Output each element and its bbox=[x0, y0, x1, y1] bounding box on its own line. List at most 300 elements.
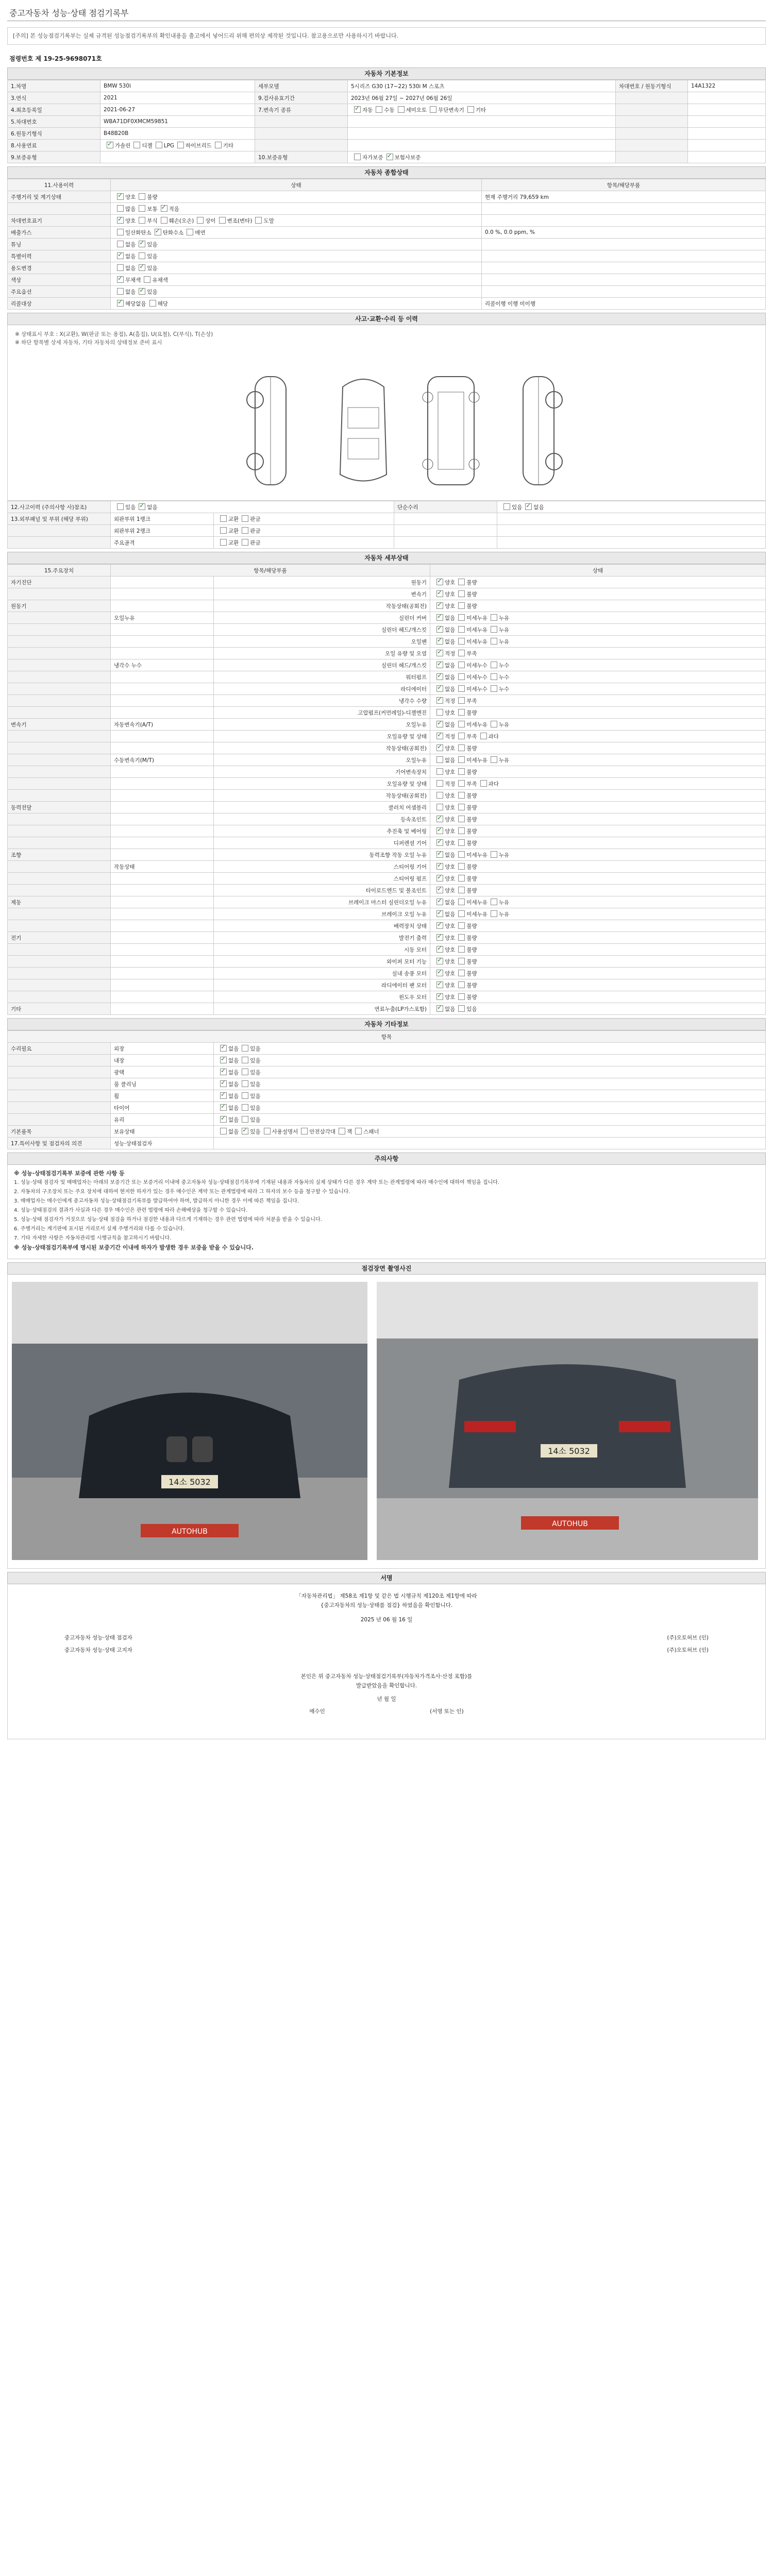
detail-row bbox=[8, 778, 766, 790]
checkbox[interactable] bbox=[436, 685, 443, 692]
front-plate: 14소 5032 bbox=[169, 1477, 211, 1487]
item-label: 라디에이터 bbox=[214, 683, 430, 695]
group-label bbox=[8, 1066, 111, 1078]
checkbox[interactable] bbox=[242, 1092, 248, 1099]
checkbox[interactable] bbox=[155, 229, 161, 235]
checkbox-label: 누유 bbox=[498, 615, 510, 621]
checkbox-label: 불량 bbox=[147, 194, 158, 200]
sub-label bbox=[111, 707, 214, 719]
inspector-label: 중고자동차 성능·상태 점검자 bbox=[64, 1635, 132, 1641]
checkbox-label: 없음 bbox=[445, 721, 456, 728]
checkbox[interactable] bbox=[220, 1080, 227, 1087]
checkbox[interactable] bbox=[117, 503, 124, 510]
checkbox[interactable] bbox=[220, 1128, 227, 1134]
checkbox[interactable] bbox=[436, 970, 443, 976]
checkbox-label: 불량 bbox=[466, 863, 477, 870]
checkbox-label: 미세누유 bbox=[466, 757, 488, 764]
checkbox[interactable] bbox=[491, 685, 497, 692]
checkbox[interactable] bbox=[436, 934, 443, 941]
checkbox-label: 부족 bbox=[466, 733, 477, 740]
basic-row bbox=[8, 104, 766, 116]
field-value bbox=[688, 104, 766, 116]
general-row bbox=[8, 203, 766, 215]
item-label: 유리 bbox=[111, 1114, 214, 1126]
checkbox[interactable] bbox=[117, 217, 124, 224]
checkbox[interactable] bbox=[436, 744, 443, 751]
other-row bbox=[8, 1126, 766, 1138]
general-row bbox=[8, 298, 766, 310]
checkbox[interactable] bbox=[354, 154, 361, 160]
checkbox-label: 미세누유 bbox=[466, 852, 488, 858]
checkbox[interactable] bbox=[458, 1005, 465, 1012]
checkbox-label: 없음 bbox=[445, 662, 456, 669]
checkbox[interactable] bbox=[436, 721, 443, 727]
checkbox[interactable] bbox=[491, 899, 497, 905]
checkbox[interactable] bbox=[398, 106, 405, 113]
notice: [주의] 본 성능점검기록부는 실제 규격된 성능점검기록부의 확인내용을 출고에서 넣어드리 위해 편의상 제작된 것입니다. 참고용으로만 사용하시기 바랍니다. bbox=[7, 27, 766, 45]
checkbox[interactable] bbox=[436, 958, 443, 964]
column-header: 상태 bbox=[430, 565, 766, 577]
item-options bbox=[430, 932, 766, 944]
checkbox[interactable] bbox=[139, 217, 145, 224]
checkbox[interactable] bbox=[458, 804, 465, 810]
row-options bbox=[111, 250, 482, 262]
checkbox[interactable] bbox=[376, 106, 382, 113]
checkbox[interactable] bbox=[458, 709, 465, 716]
checkbox[interactable] bbox=[354, 106, 361, 113]
checkbox[interactable] bbox=[467, 106, 474, 113]
checkbox[interactable] bbox=[220, 1069, 227, 1075]
sub-label bbox=[111, 944, 214, 956]
field-value: 14A1322 bbox=[688, 80, 766, 92]
sub-label bbox=[111, 991, 214, 1003]
row-label: 튜닝 bbox=[8, 239, 111, 250]
front-banner: AUTOHUB bbox=[172, 1528, 208, 1536]
checkbox[interactable] bbox=[491, 910, 497, 917]
checkbox-label: 양호 bbox=[125, 194, 136, 200]
checkbox[interactable] bbox=[525, 503, 532, 510]
opinion-label: 17.특이사항 및 점검자의 의견 bbox=[8, 1138, 111, 1149]
row-options bbox=[111, 203, 482, 215]
checkbox[interactable] bbox=[220, 1045, 227, 1052]
checkbox[interactable] bbox=[458, 970, 465, 976]
basic-row bbox=[8, 116, 766, 128]
item-options bbox=[430, 802, 766, 814]
checkbox[interactable] bbox=[458, 816, 465, 822]
checkbox[interactable] bbox=[133, 142, 140, 148]
checkbox[interactable] bbox=[436, 875, 443, 882]
group-label bbox=[8, 683, 111, 695]
row-options bbox=[111, 215, 482, 227]
checkbox[interactable] bbox=[458, 899, 465, 905]
car-diagram bbox=[7, 325, 766, 501]
checkbox[interactable] bbox=[436, 709, 443, 716]
sub-label: 수동변속기(M/T) bbox=[111, 754, 214, 766]
checkbox-label: 양호 bbox=[445, 994, 456, 1001]
checkbox-label: 양호 bbox=[445, 863, 456, 870]
checkbox-label: 있음 bbox=[250, 1057, 261, 1064]
checkbox[interactable] bbox=[458, 768, 465, 775]
checkbox-label: 매연 bbox=[195, 229, 206, 236]
row-label: 13.외부패널 및 부위 (해당 부위) bbox=[8, 513, 111, 525]
checkbox[interactable] bbox=[458, 744, 465, 751]
checkbox[interactable] bbox=[139, 264, 145, 271]
sub-label bbox=[111, 885, 214, 896]
other-row bbox=[8, 1055, 766, 1066]
checkbox[interactable] bbox=[436, 733, 443, 739]
group-label bbox=[8, 731, 111, 742]
checkbox[interactable] bbox=[264, 1128, 271, 1134]
item-label: 스티어링 기어 bbox=[214, 861, 430, 873]
item-options bbox=[214, 1078, 766, 1090]
checkbox-label: 가솔린 bbox=[115, 142, 131, 149]
checkbox[interactable] bbox=[220, 539, 227, 546]
checkbox[interactable] bbox=[242, 1128, 248, 1134]
row-options bbox=[111, 262, 482, 274]
item-label: 클러치 어셈블리 bbox=[214, 802, 430, 814]
checkbox[interactable] bbox=[242, 1116, 248, 1123]
row-options bbox=[214, 525, 394, 537]
caution-item: 5. 성능·상태 점검자가 거짓으로 성능·상태 점검을 하거나 점검한 내용과 다르게 기재하는 경우 관련 법령에 따라 처분을 받을 수 있습니다. bbox=[14, 1217, 322, 1223]
checkbox-label: 과다 bbox=[488, 733, 499, 740]
item-options bbox=[430, 1003, 766, 1015]
checkbox[interactable] bbox=[491, 756, 497, 763]
item-label: 오일 유량 및 오염 bbox=[214, 648, 430, 659]
checkbox[interactable] bbox=[458, 827, 465, 834]
checkbox[interactable] bbox=[436, 650, 443, 656]
cautions-footer: ※ 성능·상태점검기록부에 명시된 보증기간 이내에 하자가 발생한 경우 보증을 받을 수 있습니다. bbox=[14, 1244, 254, 1251]
checkbox[interactable] bbox=[491, 626, 497, 633]
checkbox[interactable] bbox=[458, 662, 465, 668]
item-label: 연료누출(LP가스포함) bbox=[214, 1003, 430, 1015]
sub-label bbox=[111, 968, 214, 979]
checkbox[interactable] bbox=[436, 910, 443, 917]
checkbox[interactable] bbox=[458, 780, 465, 787]
checkbox-label: 일산화탄소 bbox=[125, 229, 152, 236]
checkbox[interactable] bbox=[220, 1116, 227, 1123]
basic-table bbox=[7, 80, 766, 163]
checkbox[interactable] bbox=[339, 1128, 345, 1134]
checkbox[interactable] bbox=[255, 217, 262, 224]
checkbox[interactable] bbox=[436, 887, 443, 893]
checkbox[interactable] bbox=[139, 288, 145, 295]
checkbox-label: 해당없음 bbox=[125, 300, 146, 307]
checkbox[interactable] bbox=[197, 217, 204, 224]
checkbox[interactable] bbox=[458, 626, 465, 633]
checkbox[interactable] bbox=[156, 142, 162, 148]
detail-row bbox=[8, 719, 766, 731]
checkbox-label: 많음 bbox=[125, 206, 136, 212]
rear-plate: 14소 5032 bbox=[548, 1446, 590, 1456]
field-label: 3.연식 bbox=[8, 92, 100, 104]
caution-item: 2. 자동차의 구조장치 또는 주요 장치에 대하여 현저한 하자가 있는 경우 매수인은 계약 또는 관계법령에 따라 그 하자의 보수 등을 청구할 수 있습니다. bbox=[14, 1189, 350, 1195]
blank bbox=[497, 537, 766, 549]
checkbox[interactable] bbox=[436, 922, 443, 929]
checkbox[interactable] bbox=[436, 839, 443, 846]
checkbox[interactable] bbox=[220, 1092, 227, 1099]
checkbox[interactable] bbox=[458, 839, 465, 846]
checkbox[interactable] bbox=[436, 863, 443, 870]
checkbox[interactable] bbox=[117, 300, 124, 307]
checkbox[interactable] bbox=[491, 721, 497, 727]
checkbox[interactable] bbox=[355, 1128, 362, 1134]
field-label: 9.검사유효기간 bbox=[255, 92, 348, 104]
checkbox[interactable] bbox=[139, 241, 145, 247]
checkbox[interactable] bbox=[436, 638, 443, 645]
checkbox[interactable] bbox=[458, 697, 465, 704]
checkbox[interactable] bbox=[480, 733, 487, 739]
checkbox[interactable] bbox=[220, 527, 227, 534]
detail-row bbox=[8, 1003, 766, 1015]
item-label: 라디에이터 팬 모터 bbox=[214, 979, 430, 991]
checkbox-label: 불량 bbox=[466, 946, 477, 953]
checkbox-label: 누수 bbox=[498, 662, 510, 669]
checkbox-label: 불량 bbox=[466, 769, 477, 775]
section-other: 자동차 기타정보 bbox=[7, 1018, 766, 1030]
checkbox[interactable] bbox=[458, 910, 465, 917]
group-label bbox=[8, 1114, 111, 1126]
general-header bbox=[8, 179, 766, 191]
checkbox[interactable] bbox=[491, 638, 497, 645]
car-bottom-view-icon bbox=[415, 371, 487, 490]
checkbox-label: 불량 bbox=[466, 816, 477, 823]
item-label: 타이어 bbox=[111, 1102, 214, 1114]
checkbox[interactable] bbox=[139, 503, 145, 510]
checkbox[interactable] bbox=[242, 1045, 248, 1052]
checkbox[interactable] bbox=[107, 142, 113, 148]
checkbox-label: 불량 bbox=[466, 591, 477, 598]
group-label bbox=[8, 968, 111, 979]
checkbox[interactable] bbox=[436, 851, 443, 858]
checkbox[interactable] bbox=[242, 1057, 248, 1063]
checkbox[interactable] bbox=[242, 1080, 248, 1087]
checkbox[interactable] bbox=[458, 638, 465, 645]
checkbox[interactable] bbox=[458, 946, 465, 953]
column-header: 상태 bbox=[111, 179, 482, 191]
checkbox[interactable] bbox=[458, 590, 465, 597]
group-label bbox=[8, 873, 111, 885]
checkbox[interactable] bbox=[458, 792, 465, 799]
checkbox[interactable] bbox=[458, 922, 465, 929]
item-label: 스티어링 펌프 bbox=[214, 873, 430, 885]
row-label bbox=[8, 537, 111, 549]
group-label bbox=[8, 1078, 111, 1090]
checkbox[interactable] bbox=[458, 614, 465, 621]
checkbox-label: 사용설명서 bbox=[272, 1128, 298, 1135]
checkbox[interactable] bbox=[458, 721, 465, 727]
checkbox[interactable] bbox=[458, 673, 465, 680]
checkbox[interactable] bbox=[458, 958, 465, 964]
checkbox[interactable] bbox=[458, 602, 465, 609]
checkbox-label: 없음 bbox=[228, 1093, 239, 1099]
checkbox-label: 양호 bbox=[125, 217, 136, 224]
checkbox[interactable] bbox=[139, 252, 145, 259]
checkbox[interactable] bbox=[491, 673, 497, 680]
checkbox[interactable] bbox=[242, 1104, 248, 1111]
item-options bbox=[430, 778, 766, 790]
row-sublabel: 주요골격 bbox=[111, 537, 214, 549]
checkbox[interactable] bbox=[436, 804, 443, 810]
checkbox[interactable] bbox=[117, 288, 124, 295]
item-options bbox=[430, 944, 766, 956]
general-row bbox=[8, 191, 766, 203]
checkbox[interactable] bbox=[458, 875, 465, 882]
row-label: 특별이력 bbox=[8, 250, 111, 262]
checkbox[interactable] bbox=[161, 205, 167, 212]
checkbox-label: 없음 bbox=[228, 1105, 239, 1111]
sub-label: 오일누유 bbox=[111, 612, 214, 624]
item-options bbox=[430, 659, 766, 671]
checkbox[interactable] bbox=[436, 756, 443, 763]
checkbox[interactable] bbox=[386, 154, 393, 160]
checkbox[interactable] bbox=[436, 1005, 443, 1012]
group-label: 자기진단 bbox=[8, 577, 111, 588]
checkbox[interactable] bbox=[187, 229, 193, 235]
checkbox[interactable] bbox=[144, 276, 150, 283]
checkbox[interactable] bbox=[436, 590, 443, 597]
checkbox[interactable] bbox=[177, 142, 184, 148]
checkbox[interactable] bbox=[117, 241, 124, 247]
group-label bbox=[8, 695, 111, 707]
item-options bbox=[430, 731, 766, 742]
group-label bbox=[8, 908, 111, 920]
blank bbox=[497, 525, 766, 537]
checkbox[interactable] bbox=[436, 792, 443, 799]
item-options bbox=[430, 719, 766, 731]
item-label: 작동상태(공회전) bbox=[214, 742, 430, 754]
general-table bbox=[7, 179, 766, 310]
row-options bbox=[214, 537, 394, 549]
detail-row bbox=[8, 790, 766, 802]
checkbox[interactable] bbox=[242, 539, 248, 546]
checkbox[interactable] bbox=[117, 252, 124, 259]
detail-header bbox=[8, 565, 766, 577]
other-row bbox=[8, 1102, 766, 1114]
checkbox-label: 없음 bbox=[445, 638, 456, 645]
checkbox-label: 있음 bbox=[147, 241, 158, 248]
checkbox-label: 하이브리드 bbox=[186, 142, 212, 149]
checkbox[interactable] bbox=[220, 515, 227, 522]
checkbox[interactable] bbox=[436, 768, 443, 775]
checkbox[interactable] bbox=[458, 685, 465, 692]
checkbox-label: 누유 bbox=[498, 852, 510, 858]
checkbox[interactable] bbox=[436, 626, 443, 633]
checkbox[interactable] bbox=[117, 205, 124, 212]
field-value bbox=[348, 128, 616, 140]
checkbox[interactable] bbox=[436, 827, 443, 834]
checkbox[interactable] bbox=[436, 697, 443, 704]
checkbox-label: 없음 bbox=[445, 615, 456, 621]
checkbox[interactable] bbox=[219, 217, 226, 224]
blank bbox=[497, 513, 766, 525]
accident-row bbox=[8, 537, 766, 549]
row-label: 색상 bbox=[8, 274, 111, 286]
checkbox[interactable] bbox=[458, 756, 465, 763]
checkbox[interactable] bbox=[436, 673, 443, 680]
checkbox[interactable] bbox=[503, 503, 510, 510]
checkbox[interactable] bbox=[480, 780, 487, 787]
checkbox[interactable] bbox=[436, 579, 443, 585]
checkbox[interactable] bbox=[117, 193, 124, 200]
item-options bbox=[430, 754, 766, 766]
checkbox-label: 없음 bbox=[125, 289, 136, 295]
row-detail bbox=[482, 286, 766, 298]
checkbox[interactable] bbox=[436, 614, 443, 621]
checkbox-label: 없음 bbox=[445, 626, 456, 633]
caution-item: 7. 기타 자세한 사항은 자동차관리법 시행규칙을 참고하시기 바랍니다. bbox=[14, 1235, 172, 1241]
checkbox[interactable] bbox=[436, 946, 443, 953]
checkbox[interactable] bbox=[458, 650, 465, 656]
car-left-view-icon bbox=[234, 371, 307, 490]
other-row bbox=[8, 1066, 766, 1078]
checkbox[interactable] bbox=[139, 205, 145, 212]
detail-row bbox=[8, 944, 766, 956]
checkbox-label: 적음 bbox=[169, 206, 179, 212]
checkbox[interactable] bbox=[491, 851, 497, 858]
checkbox[interactable] bbox=[436, 662, 443, 668]
checkbox[interactable] bbox=[242, 515, 248, 522]
checkbox[interactable] bbox=[458, 993, 465, 1000]
checkbox[interactable] bbox=[149, 300, 156, 307]
checkbox[interactable] bbox=[436, 602, 443, 609]
checkbox[interactable] bbox=[242, 527, 248, 534]
field-label bbox=[616, 116, 688, 128]
field-label: 8.사용연료 bbox=[8, 140, 100, 151]
row-detail bbox=[482, 239, 766, 250]
checkbox[interactable] bbox=[430, 106, 436, 113]
item-label: 룸 클리닝 bbox=[111, 1078, 214, 1090]
checkbox[interactable] bbox=[301, 1128, 308, 1134]
group-label bbox=[8, 624, 111, 636]
checkbox[interactable] bbox=[117, 229, 124, 235]
checkbox-label: 없음 bbox=[228, 1069, 239, 1076]
checkbox-label: 미세누수 bbox=[466, 662, 488, 669]
checkbox-label: 변조(변타) bbox=[227, 217, 253, 224]
field-value: WBA71DF0XMCM59851 bbox=[100, 116, 255, 128]
group-label: 전기 bbox=[8, 932, 111, 944]
checkbox[interactable] bbox=[436, 780, 443, 787]
checkbox[interactable] bbox=[458, 851, 465, 858]
checkbox[interactable] bbox=[458, 579, 465, 585]
checkbox[interactable] bbox=[458, 981, 465, 988]
checkbox[interactable] bbox=[215, 142, 222, 148]
checkbox[interactable] bbox=[491, 614, 497, 621]
cautions-box bbox=[7, 1165, 766, 1259]
checkbox[interactable] bbox=[220, 1057, 227, 1063]
checkbox[interactable] bbox=[458, 733, 465, 739]
opinion-row bbox=[8, 1138, 766, 1149]
checkbox[interactable] bbox=[139, 193, 145, 200]
checkbox[interactable] bbox=[491, 662, 497, 668]
checkbox[interactable] bbox=[458, 887, 465, 893]
checkbox-label: 자가보증 bbox=[362, 154, 383, 161]
accident-row bbox=[8, 501, 766, 513]
checkbox[interactable] bbox=[436, 816, 443, 822]
checkbox[interactable] bbox=[242, 1069, 248, 1075]
item-label: 시동 모터 bbox=[214, 944, 430, 956]
checkbox[interactable] bbox=[161, 217, 167, 224]
checkbox-label: 없음 bbox=[125, 265, 136, 272]
checkbox[interactable] bbox=[220, 1104, 227, 1111]
checkbox[interactable] bbox=[436, 899, 443, 905]
checkbox[interactable] bbox=[117, 264, 124, 271]
general-row bbox=[8, 250, 766, 262]
checkbox[interactable] bbox=[458, 934, 465, 941]
checkbox[interactable] bbox=[436, 981, 443, 988]
checkbox[interactable] bbox=[458, 863, 465, 870]
checkbox[interactable] bbox=[117, 276, 124, 283]
checkbox[interactable] bbox=[436, 993, 443, 1000]
